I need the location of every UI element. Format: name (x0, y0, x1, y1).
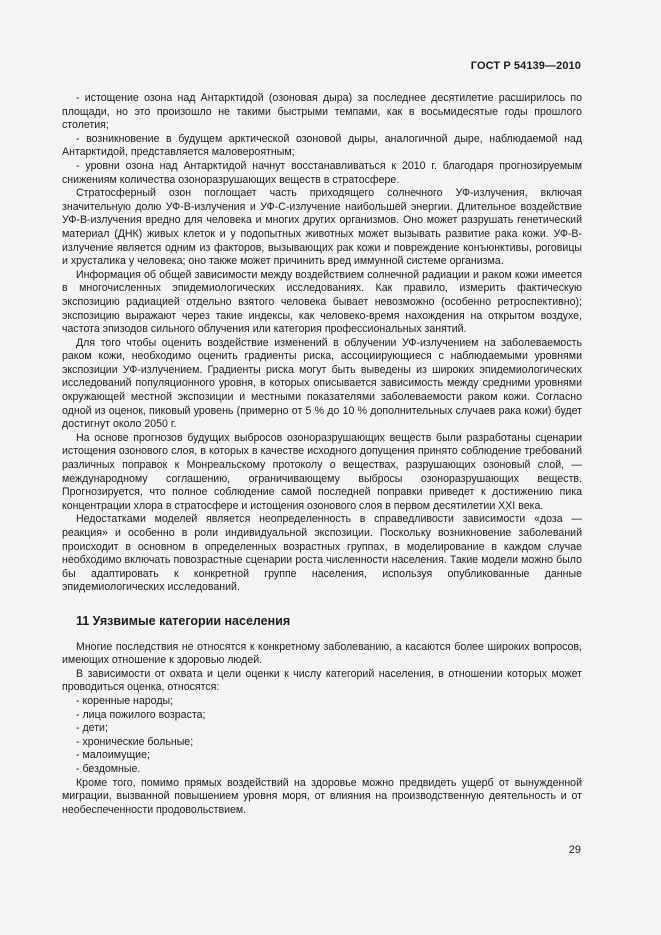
paragraph: - возникновение в будущем арктической озоновой дыры, аналогичной дыре, наблюдаемой над Антарктидой, представляется маловероятным; (62, 132, 582, 159)
document-body (62, 92, 582, 817)
paragraph: - уровни озона над Антарктидой начнут восстанавливаться к 2010 г. благодаря прогнозируемым снижениям количества озоноразрушающих веществ в стратосфере. (62, 159, 582, 186)
list-item: - бездомные. (76, 762, 141, 775)
paragraph: - истощение озона над Антарктидой (озоновая дыра) за последнее десятилетие расширилось по площади, но это произошло не такими быстрыми темпами, как в восьмидесятые годы прошлого столетия; (62, 92, 582, 132)
page-number: 29 (568, 844, 581, 856)
paragraph: Многие последствия не относятся к конкретному заболеванию, а касаются более широких вопросов, имеющих отношение к здоровью людей. (62, 640, 582, 667)
population-category-list (62, 695, 582, 777)
paragraph: Стратосферный озон поглощает часть приходящего солнечного УФ-излучения, включая значительную долю УФ-В-излучения и УФ-С-излучение наибольшей энергии. Длительное воздействие УФ-В-излучения вредно для человека и многих других организмов. Оно может разрушать генетический материал (ДНК) живых клеток и у подопытных животных может вызывать развитие рака кожи. УФ-В-излучение является одним из факторов, вызывающих рак кожи и повреждение конъюнктивы, роговицы и хрусталика у человека; оно также может причинить вред иммунной системе организма. (62, 187, 582, 268)
list-item: - дети; (76, 722, 108, 735)
document-standard-header: ГОСТ Р 54139—2010 (470, 60, 581, 72)
paragraph: Информация об общей зависимости между воздействием солнечной радиации и раком кожи имеется в многочисленных эпидемиологических исследованиях. Как правило, измерить фактическую экспозицию радиацией отдельно взятого человека бывает невозможно (особенно ретроспективно); экспозицию выражают через такие индексы, как человеко-время нахождения на открытом воздухе, частота эпизодов сильного облучения или категория профессиональных занятий. (62, 268, 582, 336)
list-item: - малоимущие; (76, 749, 150, 762)
paragraph: Недостатками моделей является неопределенность в справедливости зависимости «доза — реакция» и особенно в роли индивидуальной экспозиции. Поскольку возникновение заболеваний происходит в основном в определенных возрастных группах, в моделирование в каждом случае необходимо включать повозрастные сценарии роста численности населения. Такие модели можно было бы адаптировать к конкретной группе населения, используя опубликованные данные эпидемиологических исследований. (62, 513, 582, 594)
list-item: - лица пожилого возраста; (76, 708, 206, 721)
paragraph: На основе прогнозов будущих выбросов озоноразрушающих веществ были разработаны сценарии истощения озонового слоя, в которых в качестве исходного допущения принято соблюдение требований различных поправок к Монреальскому протоколу о веществах, разрушающих озоновый слой, — международному соглашению, ограничивающему выбросы озоноразрушающих веществ. Прогнозируется, что полное соблюдение самой последней поправки приведет к достижению пика концентрации хлора в стратосфере и истощения озонового слоя в первом десятилетии XXI века. (62, 431, 582, 512)
paragraph: Для того чтобы оценить воздействие изменений в облучении УФ-излучением на заболеваемость раком кожи, необходимо оценить градиенты риска, ассоциирующиеся с наблюдаемыми уровнями экспозиции УФ-излучением. Градиенты риска могут быть выведены из широких эпидемиологических исследований популяционного уровня, в которых описывается зависимость между средними уровнями окружающей местной экспозиции и местными показателями заболеваемости раком кожи. Согласно одной из оценок, пиковый уровень (примерно от 5 % до 10 % дополнительных случаев рака кожи) будет достигнут около 2050 г. (62, 336, 582, 431)
list-item: - коренные народы; (76, 694, 174, 707)
paragraph: В зависимости от охвата и цели оценки к числу категорий населения, в отношении которых может проводиться оценка, относятся: (62, 667, 582, 694)
list-item: - хронические больные; (76, 735, 194, 748)
paragraph: Кроме того, помимо прямых воздействий на здоровье можно предвидеть ущерб от вынужденной миграции, вызванной повышением уровня моря, от влияния на производственную деятельность и от необеспеченности продовольствием. (62, 776, 582, 816)
section-title: 11 Уязвимые категории населения (76, 613, 291, 628)
